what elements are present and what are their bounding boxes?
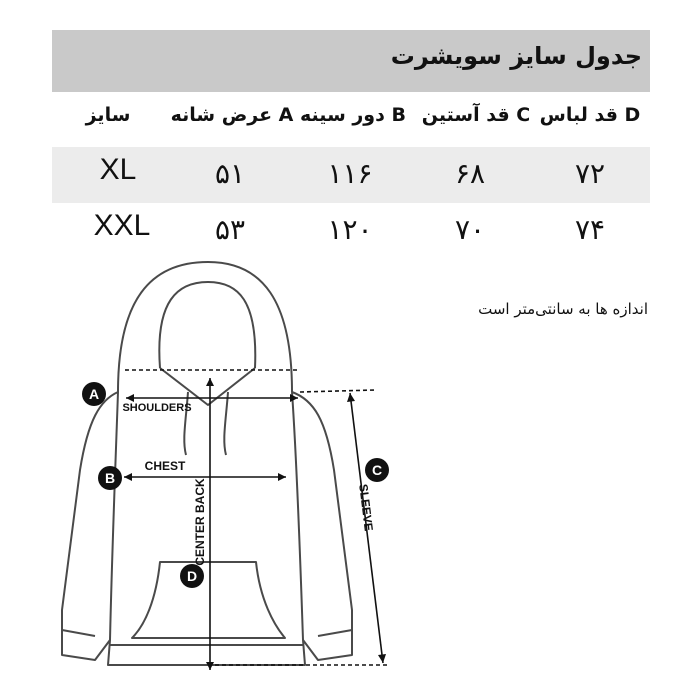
table-title: جدول سایز سویشرت xyxy=(390,42,642,70)
left-sleeve-seam xyxy=(110,392,118,640)
hood-neckline xyxy=(160,368,255,405)
shoulder-cell: ۵۳ xyxy=(214,213,246,246)
header-chest: B دور سینه xyxy=(300,104,406,126)
size-cell: XXL xyxy=(93,209,151,242)
drawstring-right xyxy=(224,392,228,455)
header-sleeve: C قد آستین xyxy=(421,104,531,126)
chest-cell: ۱۱۶ xyxy=(327,157,373,190)
body-outline xyxy=(62,392,352,665)
table-title-bar xyxy=(52,30,650,92)
left-cuff-line xyxy=(62,630,95,636)
marker-c xyxy=(365,458,389,482)
right-cuff-line xyxy=(318,630,352,636)
size-cell: XL xyxy=(99,153,137,186)
chest-label: CHEST xyxy=(144,459,186,473)
sleeve-label: SLEEVE xyxy=(356,483,376,532)
right-sleeve-seam xyxy=(292,392,303,640)
marker-d xyxy=(180,564,204,588)
table-row xyxy=(52,147,650,203)
marker-a-letter: A xyxy=(88,386,100,402)
pocket-outline xyxy=(132,562,285,638)
sleeve-cell: ۷۰ xyxy=(454,213,486,246)
length-cell: ۷۴ xyxy=(574,213,606,246)
marker-b-letter: B xyxy=(104,470,116,486)
shoulders-label: SHOULDERS xyxy=(122,402,192,414)
marker-a xyxy=(82,382,106,406)
hoodie-diagram xyxy=(0,250,700,700)
header-length: D قد لباس xyxy=(539,104,641,126)
chest-cell: ۱۲۰ xyxy=(327,213,373,246)
marker-c-letter: C xyxy=(371,462,383,478)
hood-opening xyxy=(159,282,255,368)
header-shoulder: A عرض شانه xyxy=(170,104,294,126)
marker-b xyxy=(98,466,122,490)
shoulder-cell: ۵۱ xyxy=(214,157,246,190)
marker-d-letter: D xyxy=(186,568,198,584)
length-cell: ۷۲ xyxy=(574,157,606,190)
header-size: سایز xyxy=(85,104,131,126)
sleeve-cell: ۶۸ xyxy=(454,157,486,190)
shoulder-reference xyxy=(300,390,375,392)
center-back-label: CENTER BACK xyxy=(193,478,207,566)
units-note: اندازه ها به سانتی‌متر است xyxy=(478,300,648,318)
